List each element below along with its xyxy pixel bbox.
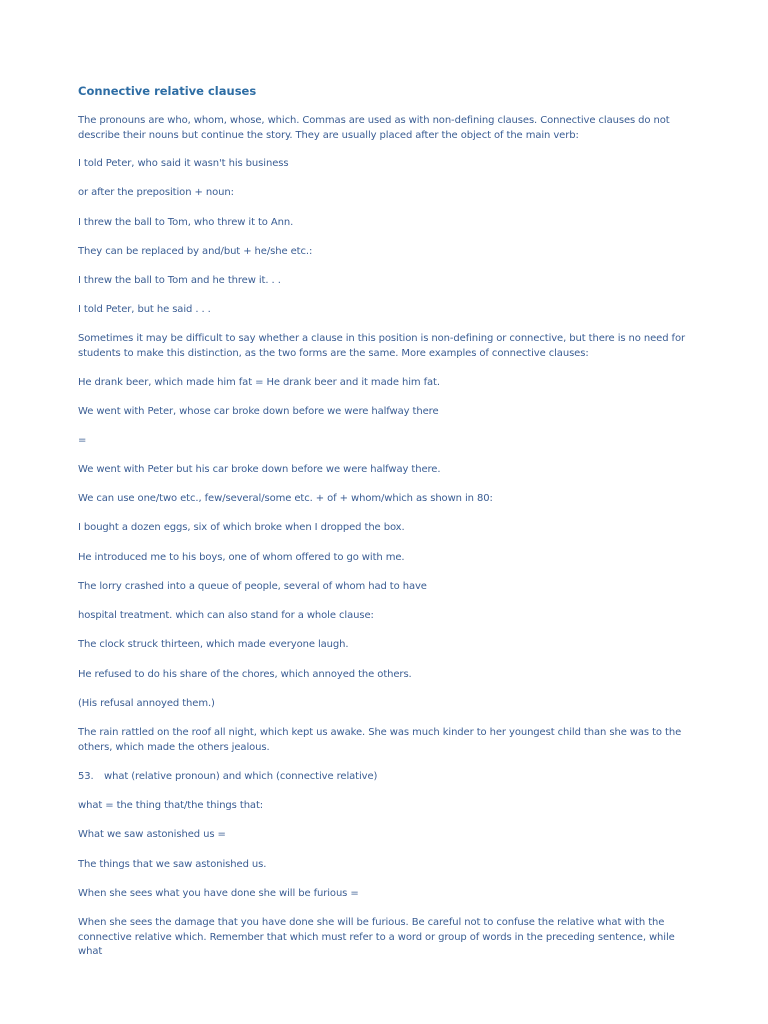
paragraph: or after the preposition + noun:: [78, 187, 234, 198]
paragraph: I threw the ball to Tom and he threw it. . .: [78, 275, 281, 286]
paragraph: We went with Peter but his car broke down before we were halfway there.: [78, 464, 441, 475]
section-number: 53.: [78, 771, 94, 782]
section-heading: Connective relative clauses: [78, 84, 257, 98]
paragraph: what = the thing that/the things that:: [78, 800, 264, 811]
paragraph: Sometimes it may be difficult to say whether a clause in this position is non-defining or connective, but there is no need for students to make this distinction, as the two forms are the same. More examples of connective clauses:: [78, 333, 686, 359]
paragraph: We can use one/two etc., few/several/some etc. + of + whom/which as shown in 80:: [78, 493, 493, 504]
paragraph: We went with Peter, whose car broke down before we were halfway there: [78, 406, 439, 417]
paragraph: When she sees what you have done she will be furious =: [78, 888, 359, 899]
paragraph: I told Peter, who said it wasn't his business: [78, 158, 289, 169]
paragraph: The lorry crashed into a queue of people, several of whom had to have: [78, 581, 427, 592]
paragraph: He drank beer, which made him fat = He drank beer and it made him fat.: [78, 377, 440, 388]
paragraph: What we saw astonished us =: [78, 829, 226, 840]
numbered-heading-text: what (relative pronoun) and which (connective relative): [104, 771, 378, 782]
paragraph: The pronouns are who, whom, whose, which. Commas are used as with non-defining clauses. Connective clauses do not describe their nouns but continue the story. They are usually placed after the object of the main verb:: [78, 115, 670, 141]
paragraph: I threw the ball to Tom, who threw it to Ann.: [78, 217, 294, 228]
paragraph: He introduced me to his boys, one of whom offered to go with me.: [78, 552, 405, 563]
paragraph: They can be replaced by and/but + he/she etc.:: [78, 246, 313, 257]
paragraph: hospital treatment. which can also stand for a whole clause:: [78, 610, 374, 621]
numbered-heading: [78, 770, 693, 785]
paragraph: The things that we saw astonished us.: [78, 859, 267, 870]
paragraph: I bought a dozen eggs, six of which broke when I dropped the box.: [78, 522, 405, 533]
paragraph: =: [78, 435, 87, 446]
paragraph: He refused to do his share of the chores, which annoyed the others.: [78, 669, 412, 680]
paragraph: The rain rattled on the roof all night, which kept us awake. She was much kinder to her youngest child than she was to the others, which made the others jealous.: [78, 727, 682, 753]
paragraph: When she sees the damage that you have done she will be furious. Be careful not to confuse the relative what with the connective relative which. Remember that which must refer to a word or group of words in the preceding sentence, while what: [78, 917, 675, 957]
paragraph: (His refusal annoyed them.): [78, 698, 215, 709]
paragraph: I told Peter, but he said . . .: [78, 304, 211, 315]
paragraph: The clock struck thirteen, which made everyone laugh.: [78, 639, 349, 650]
